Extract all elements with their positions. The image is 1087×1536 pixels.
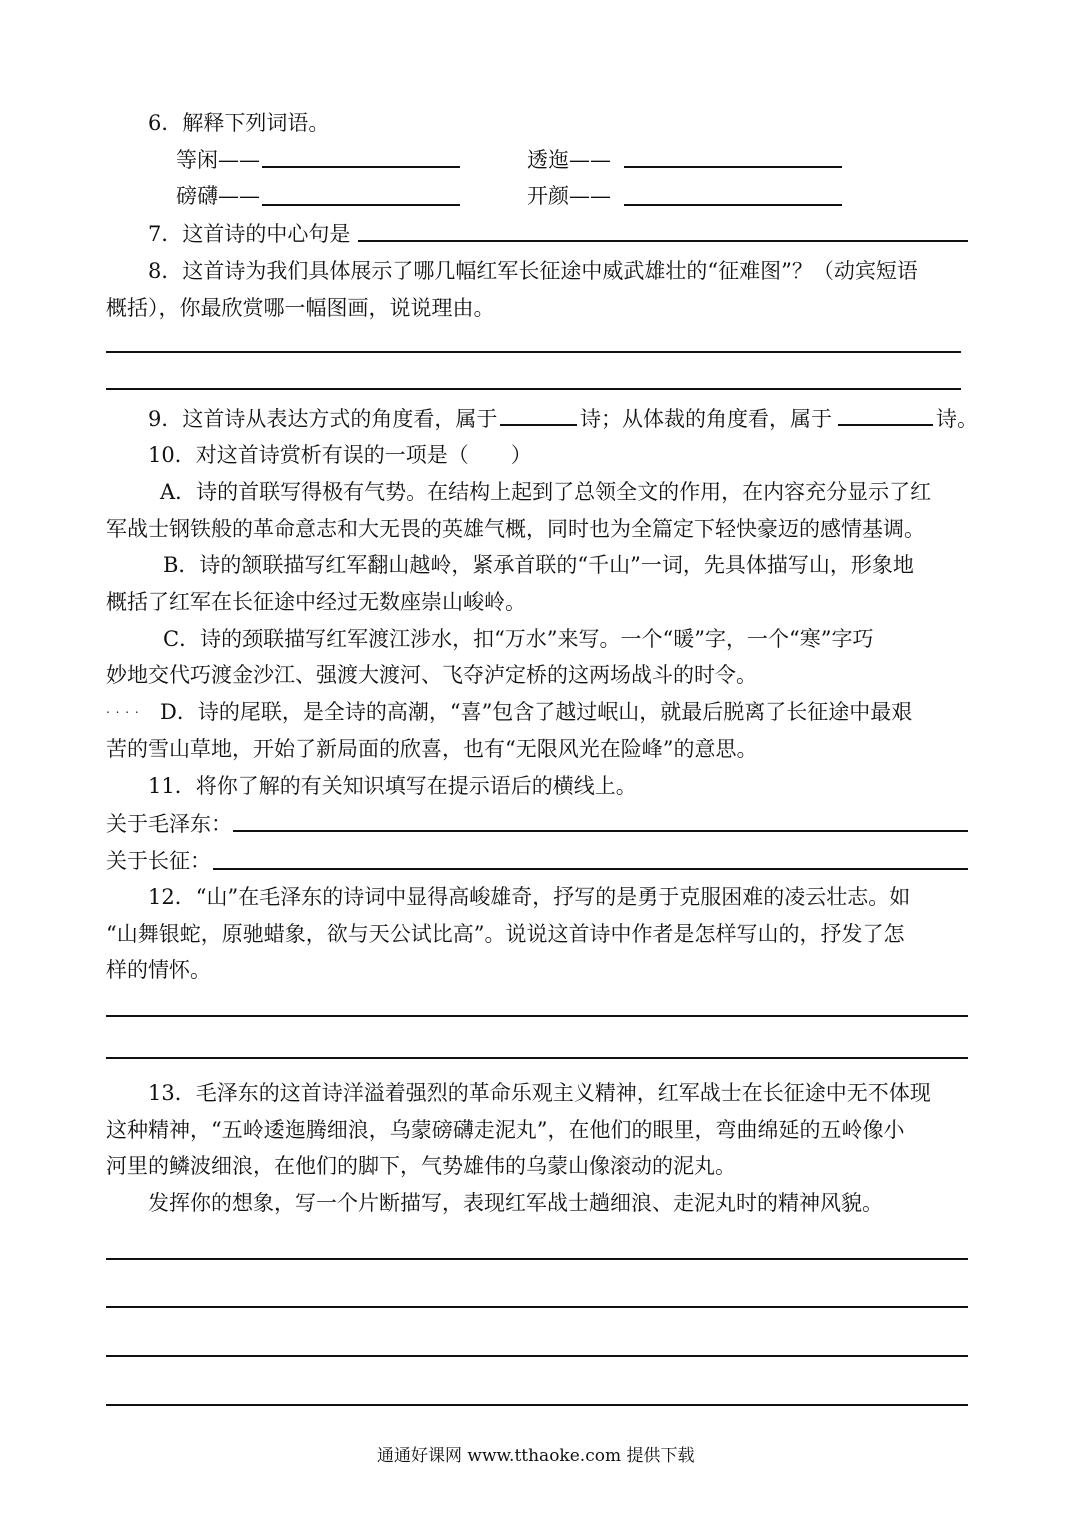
q8-answer-line-2[interactable] <box>106 388 961 390</box>
q9-part-1: 9．这首诗从表达方式的角度看，属于 <box>148 407 498 431</box>
q6-blank-1[interactable] <box>262 166 460 168</box>
q6-title: 6．解释下列词语。 <box>148 111 330 135</box>
q7-blank[interactable] <box>358 240 968 242</box>
q11-about-march-blank[interactable] <box>213 868 968 870</box>
q9-part-3: 诗。 <box>936 407 978 431</box>
q10-option-a-line-2: 军战士钢铁般的革命意志和大无畏的英雄气概，同时也为全篇定下轻快豪迈的感情基调。 <box>106 517 925 541</box>
q10-option-d-dots: . . . . <box>106 702 140 716</box>
q6-word-1: 等闲—— <box>176 148 260 172</box>
q8-line-2: 概括），你最欣赏哪一幅图画，说说理由。 <box>106 296 495 320</box>
q10-option-d-line-1: D．诗的尾联，是全诗的高潮，“喜”包含了越过岷山，就最后脱离了长征途中最艰 <box>160 700 913 724</box>
q6-word-2: 透迤—— <box>527 148 611 172</box>
q13-answer-line-1[interactable] <box>106 1258 968 1260</box>
q8-answer-line-1[interactable] <box>106 351 961 353</box>
q12-line-2: “山舞银蛇，原驰蜡象，欲与天公试比高”。说说这首诗中作者是怎样写山的，抒发了怎 <box>106 922 905 946</box>
q6-word-3: 磅礴—— <box>176 184 260 208</box>
q7-text: 7．这首诗的中心句是 <box>148 222 351 246</box>
q9-blank-2[interactable] <box>838 424 933 426</box>
q12-line-3: 样的情怀。 <box>106 958 211 982</box>
q13-line-1: 13．毛泽东的这首诗洋溢着强烈的革命乐观主义精神，红军战士在长征途中无不体现 <box>148 1081 931 1105</box>
q11-about-mao-blank[interactable] <box>233 830 968 832</box>
q10-title: 10．对这首诗赏析有误的一项是（ ） <box>148 443 532 467</box>
q12-answer-line-1[interactable] <box>106 1015 968 1017</box>
page-footer: 通通好课网 www.tthaoke.com 提供下载 <box>377 1446 695 1466</box>
q6-word-4: 开颜—— <box>527 184 611 208</box>
q10-option-c-line-1: C．诗的颈联描写红军渡江涉水，扣“万水”来写。一个“暖”字，一个“寒”字巧 <box>163 627 874 651</box>
q9-blank-1[interactable] <box>500 424 577 426</box>
q13-line-2: 这种精神，“五岭逶迤腾细浪，乌蒙磅礴走泥丸”，在他们的眼里，弯曲绵延的五岭像小 <box>106 1118 905 1142</box>
q11-about-mao-label: 关于毛泽东： <box>106 812 232 836</box>
q13-answer-line-2[interactable] <box>106 1306 968 1308</box>
q12-answer-line-2[interactable] <box>106 1057 968 1059</box>
q13-answer-line-4[interactable] <box>106 1404 968 1406</box>
q9-part-2: 诗；从体裁的角度看，属于 <box>580 407 832 431</box>
q10-option-b-line-2: 概括了红军在长征途中经过无数座崇山峻岭。 <box>106 590 526 614</box>
q13-line-3: 河里的鳞波细浪，在他们的脚下，气势雄伟的乌蒙山像滚动的泥丸。 <box>106 1154 736 1178</box>
q6-blank-2[interactable] <box>624 166 842 168</box>
q10-option-d-line-2: 苦的雪山草地，开始了新局面的欣喜，也有“无限风光在险峰”的意思。 <box>106 737 758 761</box>
q13-line-4: 发挥你的想象，写一个片断描写，表现红军战士趟细浪、走泥丸时的精神风貌。 <box>148 1191 883 1215</box>
q11-about-march-label: 关于长征： <box>106 849 211 873</box>
q6-blank-4[interactable] <box>624 204 842 206</box>
q11-title: 11．将你了解的有关知识填写在提示语后的横线上。 <box>148 774 637 798</box>
q13-answer-line-3[interactable] <box>106 1355 968 1357</box>
q10-option-c-line-2: 妙地交代巧渡金沙江、强渡大渡河、飞夺泸定桥的这两场战斗的时令。 <box>106 663 757 687</box>
q6-blank-3[interactable] <box>262 204 460 206</box>
q12-line-1: 12．“山”在毛泽东的诗词中显得高峻雄奇，抒写的是勇于克服困难的凌云壮志。如 <box>148 885 911 909</box>
q8-line-1: 8．这首诗为我们具体展示了哪几幅红军长征途中威武雄壮的“征难图”？（动宾短语 <box>148 259 918 283</box>
q10-option-b-line-1: B．诗的颔联描写红军翻山越岭，紧承首联的“千山”一词，先具体描写山，形象地 <box>163 553 914 577</box>
q10-option-a-line-1: A．诗的首联写得极有气势。在结构上起到了总领全文的作用，在内容充分显示了红 <box>160 480 932 504</box>
